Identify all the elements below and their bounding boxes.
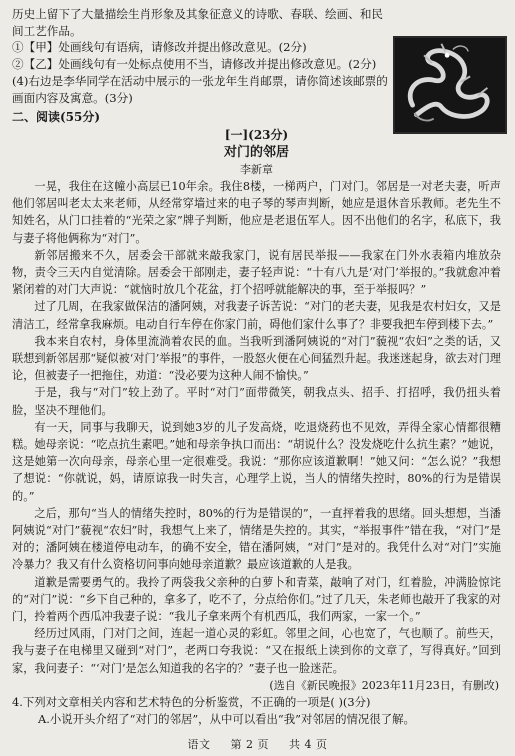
section-title: 二、阅读(55分) (12, 110, 101, 124)
dragon-icon (395, 38, 505, 132)
subsection-title: [一](23分) (224, 128, 289, 142)
question-4: 4.下列对文章相关内容和艺术特色的分析鉴赏，不正确的一项是( )(3分) (12, 694, 371, 709)
intro-text: 历史上留下了大量描绘生肖形象及其象征意义的诗歌、春联、绘画、和民间工艺作品。 (12, 7, 384, 38)
article-paragraph: 之后，那句“当人的情绪失控时，80%的行为是错误的”，一直抨着我的思绪。回头想想，当潘阿姨说“对门”藐视“农妇”时，我想气上来了，情绪是失控的。其实，“举报事件”错在我，“对门”是对的；潘阿姨在楼道停电动车，的确不安全，错在潘阿姨，“对门”是对的。我凭什么对“对门”实施冷暴力？我又有什么资格切问事向她母亲道歉？最应该道歉的人是我。 (12, 506, 501, 572)
article-paragraph: 于是，我与“对门”较上劲了。平时“对门”面带微笑，朝我点头、招手、打招呼，我仍扭头着脸，坚决不理他们。 (12, 386, 501, 417)
page-footer (0, 736, 515, 752)
article-paragraph: 新邻居搬来不久，居委会干部就来敲我家门，说有居民举报——我家在门外水表箱内堆放杂物，责令三天内自觉清除。居委会干部刚走，妻子轻声说：“十有八九是‘对门’举报的。”我就愈冲着紧闭着的对门大声说：“就恼时放几个花盆，打个招呼就能解决的事，至于举报吗？” (12, 248, 501, 297)
article-author: 李新章 (240, 163, 273, 176)
article-body (12, 178, 501, 677)
article-paragraph: 过了几周，在我家做保洁的潘阿姨，对我妻子诉苦说：“对门的老夫妻，见我是农村妇女，又是清洁工，经常拿我麻烦。电动自行车停在你家门前，碍他们家什么事了？非要我把车停到楼下去。” (12, 300, 501, 331)
dragon-stamp (393, 36, 507, 134)
article-paragraph: 有一天，同事与我聊天，说到她3岁的儿子发高烧，吃退烧药也不见效，弄得全家心情都很糟糕。她母亲说：“吃点抗生素吧。”她和母亲争执口而出：“胡说什么？没发烧吃什么抗生素？”她说，这是她第一次向母亲，母亲心里一定很难受。我说：“那你应该道歉啊！”她又问：“怎么说？”我想了想说：“你就说，妈，请原谅我一时失言，心理学上说，当人的情绪失控时，80%的行为是错误的。” (12, 420, 501, 503)
article-paragraph: 一晃，我住在这幢小高层已10年余。我住8楼，一梯两户，门对门。邻居是一对老夫妻，听声他们邻居叫老太太来老师，从经常穿墙过来的电子琴的琴声判断，她应是退休音乐教师。老先生不知姓名，从门口挂着的“光荣之家”牌子判断，他应是老退伍军人。因不出他们的名字，私底下，我与妻子将他俩称为“对门”。 (12, 180, 501, 245)
article-paragraph: 道歉是需要勇气的。我拎了两袋我父亲种的白萝卜和青菜，敲响了对门，红着脸，冲满脸惊诧的“对门”说：“乡下自己种的，拿多了，吃不了，分点给你们。”过了几天，朱老师也敲开了我家的对门，拎着两个西瓜冲我妻子说：“我儿子拿来两个有机西瓜，我们两家，一家一个。” (12, 575, 501, 624)
article-paragraph: 经历过风雨，门对门之间，连起一道心灵的彩虹。邻里之间，心也宽了，气也顺了。前些天，我与妻子在电梯里又碰到“对门”，老两口夸我说：“又在报纸上读到你的文章了，写得真好。”回到家，我问妻子：“‘对门’是怎么知道我的名字的？”妻子也一脸迷茫。 (12, 627, 501, 675)
article-title: 对门的邻居 (223, 145, 289, 160)
footer-total: 共 4 页 (289, 738, 328, 751)
question-1: ①【甲】处画线句有语病，请修改并提出修改意见。(2分) (12, 40, 307, 54)
question-2: ②【乙】处画线句有一处标点使用不当，请修改并提出修改意见。(2分) (12, 57, 377, 71)
question-3: (4)右边是李华同学在活动中展示的一张龙年生肖邮票，请你简述该邮票的画面内容及寓意。(3分) (12, 74, 388, 105)
top-section (12, 6, 501, 107)
footer-page: 第 2 页 (230, 738, 269, 751)
article-paragraph: 我本来自农村，身体里流淌着农民的血。当我听到潘阿姨说的“对门”藐视“农妇”之类的话，又联想到新邻居那“疑似被‘对门’举报”的事件，一股怒火便在心间猛烈升起。我迷迷起身，欲去对门理论，但被妻子一把拖住，劝道：“没必要为这种人闹不愉快。” (12, 334, 501, 383)
footer-subject: 语文 (187, 738, 211, 751)
option-a: A.小说开头介绍了“对门的邻居”，从中可以看出“我”对邻居的情况很了解。 (38, 711, 415, 726)
article-source: (选自《新民晚报》2023年11月23日，有删改) (269, 678, 499, 692)
